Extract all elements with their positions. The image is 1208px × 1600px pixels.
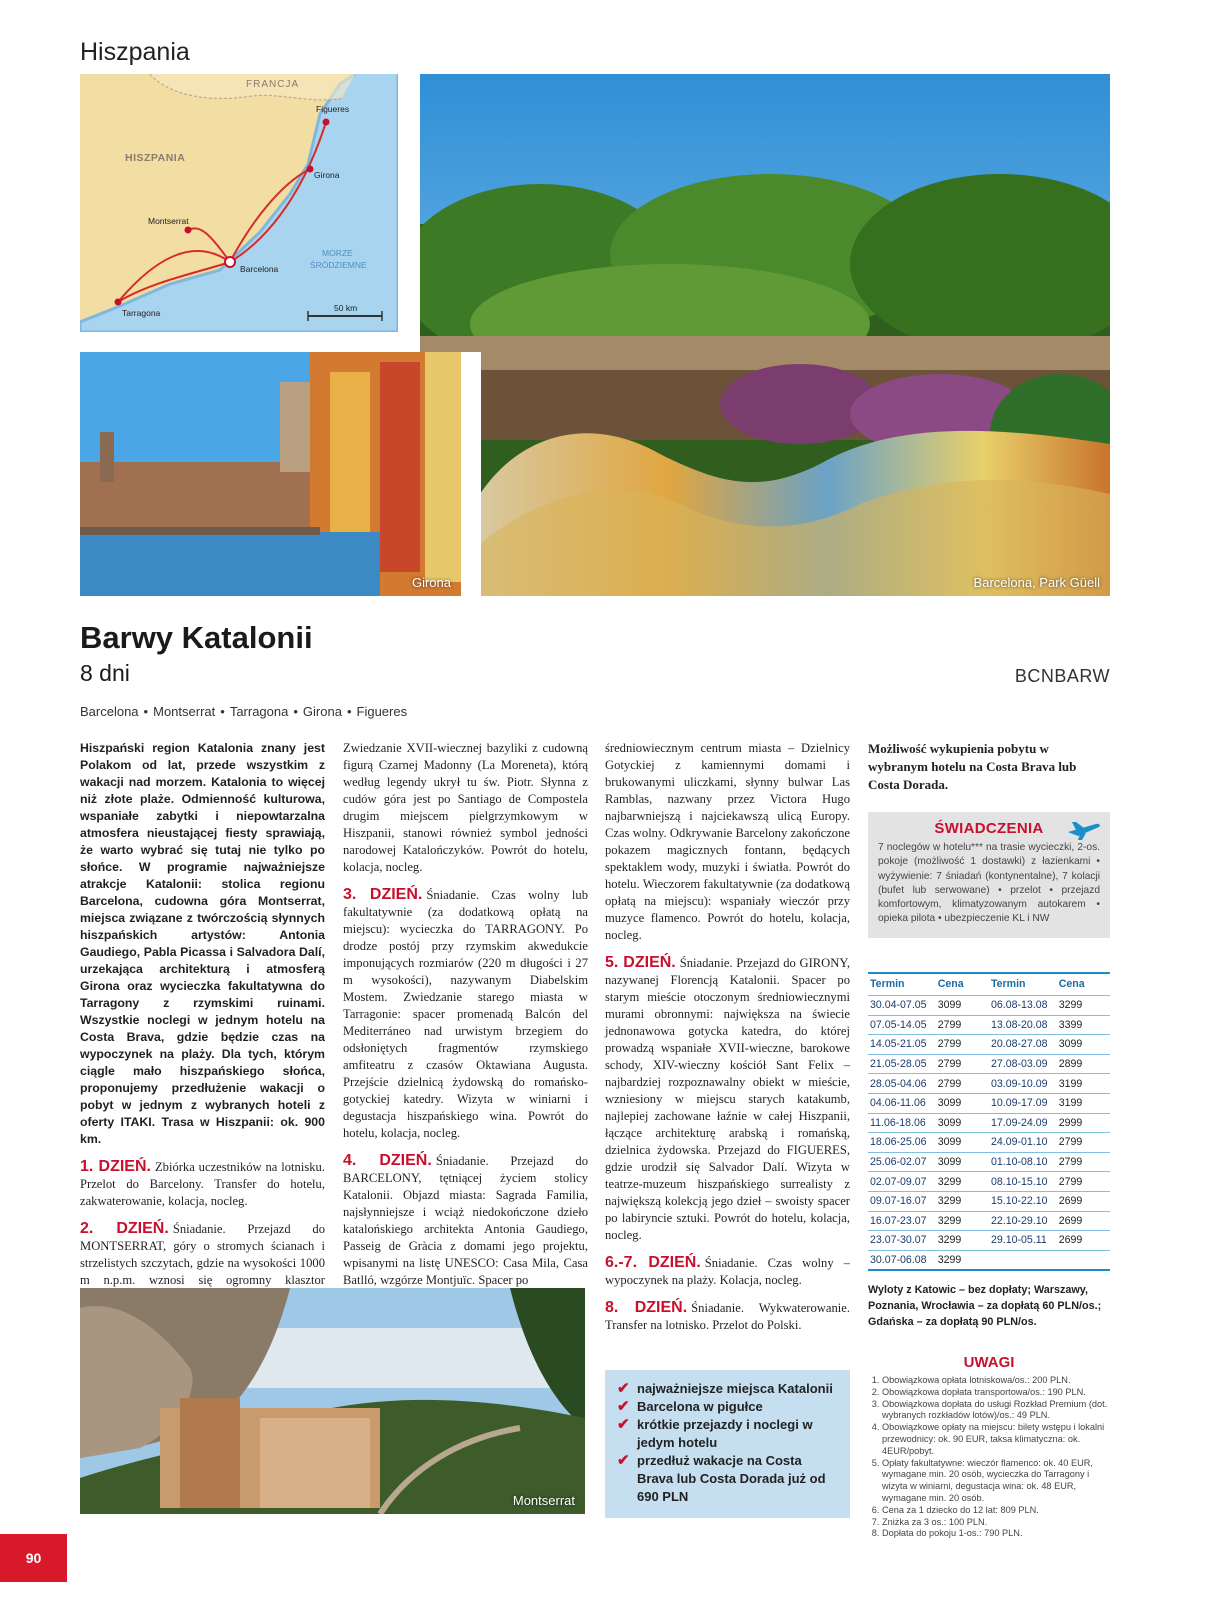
day-text: Śniadanie. Przejazd do GIRONY, nazywanej Florencją Katalonii. Spacer po starym mieście otoczonym średniowiecznymi murami obronnymi: największa na świecie jednonawowa gotycka katedra, do której prowadzą wspaniałe XVII-wieczne, barokowe schody, XIV-wieczny kościół Sant Felix – najbardziej rozpoznawalny obiekt w mieście, wzniesiony w miejscu starych katakumb, najlepiej zachowane łaźnie w całej Hiszpanii, łączące architekturę arabską i romańską, dzielnica żydowska. Przejazd do FIGUERES, gdzie urodził się Salvador Dalí. Wizyta w teatrze-muzeum hiszpańskiego surrealisty z największą kolekcją jego dzieł – swoisty spacer po labiryncie sztuki. Powrót do hotelu, kolacja, nocleg. bbox=[605, 956, 850, 1242]
term-cell: 25.06-02.07 bbox=[868, 1152, 936, 1172]
notes-title: UWAGI bbox=[963, 1354, 1015, 1371]
map-city-figueres: Figueres bbox=[316, 104, 350, 114]
day-text: Śniadanie. Czas wolny lub fakultatywnie (za dodatkową opłatą na miejscu): wycieczka do TARRAGONY. Po drodze postój przy rzymskim akwedukcie imponujących rozmiarów (220 m długości i 27 m wysokości), nazywanym Diabelskim Mostem. Zwiedzanie starego miasta w Tarragonie: spacer promenadą Balcón del Mediterráneo nad urwistym brzegiem do odsłoniętych fragmentów rzymskiego amfiteatru z czasów Oktawiana Augusta. Przejście dzielnicą żydowską do romańsko-gotyckiej katedry. Wizyta w winiarni i degustacja hiszpańskiego wina. Powrót do hotelu, kolacja, nocleg. bbox=[343, 888, 588, 1140]
day-8 bbox=[605, 1299, 850, 1334]
map-city-montserrat: Montserrat bbox=[148, 216, 189, 226]
price-cell: 2899 bbox=[1057, 1054, 1110, 1074]
table-row bbox=[868, 1250, 1110, 1270]
day-label: 4. DZIEŃ. bbox=[343, 1152, 432, 1169]
table-row bbox=[868, 1172, 1110, 1192]
price-cell: 3099 bbox=[1057, 1035, 1110, 1055]
term-cell: 29.10-05.11 bbox=[989, 1231, 1057, 1251]
map-city-tarragona: Tarragona bbox=[122, 308, 161, 318]
day-label: 8. DZIEŃ. bbox=[605, 1299, 688, 1316]
table-row bbox=[868, 1191, 1110, 1211]
term-cell: 01.10-08.10 bbox=[989, 1152, 1057, 1172]
day-3 bbox=[343, 886, 588, 1142]
term-cell: 06.08-13.08 bbox=[989, 996, 1057, 1016]
note-item: 5. Opłaty fakultatywne: wieczór flamenco: ok. 40 EUR, wymagane min. 20 osób, wycieczka do Tarragony i wizyta w winiarni, degustacja wina: ok. 48 EUR, wymagane min. 20 osób. bbox=[882, 1458, 1110, 1505]
term-cell: 30.04-07.05 bbox=[868, 996, 936, 1016]
trip-duration: 8 dni bbox=[80, 660, 130, 686]
term-cell: 20.08-27.08 bbox=[989, 1035, 1057, 1055]
day-1 bbox=[80, 1158, 325, 1210]
term-cell: 02.07-09.07 bbox=[868, 1172, 936, 1192]
text-column-1 bbox=[80, 740, 325, 1316]
day-text: Śniadanie. Przejazd do MONTSERRAT, góry o stromych ścianach i strzelistych szczytach, gdzie na wysokości 1000 m n.p.m. wznosi się ogromny klasztor bbox=[80, 1222, 326, 1287]
day-4-continued bbox=[605, 740, 850, 944]
note-item: 7. Zniżka za 3 os.: 100 PLN. bbox=[882, 1517, 1110, 1529]
route-stop: Barcelona bbox=[80, 704, 139, 719]
note-item: 2. Obowiązkowa dopłata transportowa/os.: 190 PLN. bbox=[882, 1387, 1110, 1399]
benefits-text: 7 noclegów w hotelu*** na trasie wycieczki, 2-os. pokoje (możliwość 1 dostawki) z łazienkami • wyżywienie: 7 śniadań (kontynentalne), 7 kolacji (bufet lub serwowane) • przelot • przejazd komfortowym, klimatyzowanym autokarem • opieka pilota • ubezpieczenie KL i NW bbox=[878, 842, 1100, 925]
price-cell: 2799 bbox=[936, 1074, 989, 1094]
map-label-spain: HISZPANIA bbox=[125, 152, 186, 164]
highlight-item: ✔ krótkie przejazdy i noclegi w jedym hotelu bbox=[617, 1416, 813, 1450]
column-header: Cena bbox=[937, 978, 964, 990]
term-cell: 08.10-15.10 bbox=[989, 1172, 1057, 1192]
day-label: 1. DZIEŃ. bbox=[80, 1158, 151, 1175]
trip-title: Barwy Katalonii bbox=[80, 620, 313, 655]
airplane-icon bbox=[1066, 818, 1102, 842]
price-cell: 2699 bbox=[1057, 1231, 1110, 1251]
note-item: 3. Obowiązkowa dopłata do usługi Rozkład Premium (dot. wybranych rozkładów lotów)/os.: 49 PLN. bbox=[882, 1399, 1110, 1423]
column-header: Cena bbox=[1058, 978, 1085, 990]
route-stop: Figueres bbox=[356, 704, 408, 719]
price-table bbox=[868, 972, 1110, 1271]
term-cell: 07.05-14.05 bbox=[868, 1015, 936, 1035]
note-item: 8. Dopłata do pokoju 1-os.: 790 PLN. bbox=[882, 1528, 1110, 1540]
price-cell: 3299 bbox=[936, 1231, 989, 1251]
day-label: 3. DZIEŃ. bbox=[343, 886, 423, 903]
term-cell: 18.06-25.06 bbox=[868, 1133, 936, 1153]
text-column-3 bbox=[605, 740, 850, 1344]
column-header: Termin bbox=[990, 978, 1026, 990]
table-row bbox=[868, 1231, 1110, 1251]
day-text: Zbiórka uczestników na lotnisku. Przelot do Barcelony. Transfer do hotelu, zakwaterowanie, kolacja, nocleg. bbox=[80, 1160, 325, 1208]
map-city-barcelona: Barcelona bbox=[240, 264, 279, 274]
check-icon: ✔ bbox=[617, 1380, 630, 1397]
note-item: 6. Cena za 1 dziecko do 12 lat: 809 PLN. bbox=[882, 1505, 1110, 1517]
benefits-box bbox=[868, 812, 1110, 938]
price-cell: 2799 bbox=[1057, 1152, 1110, 1172]
price-cell: 3099 bbox=[936, 1113, 989, 1133]
trip-route bbox=[80, 704, 407, 719]
price-cell: 2799 bbox=[1057, 1172, 1110, 1192]
term-cell: 09.07-16.07 bbox=[868, 1191, 936, 1211]
price-cell: 3399 bbox=[1057, 1015, 1110, 1035]
term-cell: 13.08-20.08 bbox=[989, 1015, 1057, 1035]
notes-list bbox=[868, 1375, 1110, 1540]
term-cell: 21.05-28.05 bbox=[868, 1054, 936, 1074]
price-cell: 3099 bbox=[936, 1093, 989, 1113]
day-text: średniowiecznym centrum miasta – Dzielnicy Gotyckiej z kamiennymi domami i brukowanymi uliczkami, słynny bulwar Las Ramblas, nazwany przez Victora Hugo najbarwniejszą i najciekawszą ulicą Europy. Czas wolny. Odkrywanie Barcelony zakończone pokazem magicznych fontann, będących spektaklem wody, muzyki i światła. Powrót do hotelu. Wieczorem fakultatywnie (za dodatkową opłatą na miejscu): wspaniały wieczór przy muzyce flamenco. Powrót do hotelu, kolacja, nocleg. bbox=[605, 741, 850, 942]
route-separator: • bbox=[293, 704, 298, 719]
term-cell: 04.06-11.06 bbox=[868, 1093, 936, 1113]
day-label: 5. DZIEŃ. bbox=[605, 954, 676, 971]
price-cell: 2799 bbox=[936, 1015, 989, 1035]
hotel-extension-note: Możliwość wykupienia pobytu w wybranym hotelu na Costa Brava lub Costa Dorada. bbox=[868, 741, 1077, 792]
day-5 bbox=[605, 954, 850, 1244]
route-stop: Tarragona bbox=[229, 704, 289, 719]
table-row bbox=[868, 1152, 1110, 1172]
price-cell: 3199 bbox=[1057, 1074, 1110, 1094]
map-label-sea-1: MORZE bbox=[322, 248, 353, 258]
day-text: Śniadanie. Przejazd do BARCELONY, tętniącej życiem stolicy Katalonii. Objazd miasta: Sagrada Familia, najsłynniejsze i wciąż niedokończone dzieło katalońskiego architekta Antonia Gaudiego, Passeig de Gràcia z domami jego projektu, wpisanymi na listę UNESCO: Casa Mila, Casa Batlló, wzgórze Montjuïc. Spacer po bbox=[343, 1154, 589, 1287]
price-cell: 3299 bbox=[936, 1250, 989, 1270]
table-row bbox=[868, 1054, 1110, 1074]
photo-caption-girona: Girona bbox=[411, 575, 451, 590]
photo-montserrat bbox=[80, 1288, 585, 1514]
price-cell: 3299 bbox=[936, 1211, 989, 1231]
note-item: 4. Obowiązkowe opłaty na miejscu: bilety wstępu i lokalni przewodnicy: ok. 90 EUR, taksa klimatyczna: ok. 4EUR/pobyt. bbox=[882, 1422, 1110, 1457]
term-cell: 15.10-22.10 bbox=[989, 1191, 1057, 1211]
map-scale-label: 50 km bbox=[334, 303, 358, 313]
price-cell: 3099 bbox=[936, 996, 989, 1016]
map-label-france: FRANCJA bbox=[246, 79, 300, 90]
price-cell: 2999 bbox=[1057, 1113, 1110, 1133]
photo-girona bbox=[80, 352, 481, 596]
term-cell: 14.05-21.05 bbox=[868, 1035, 936, 1055]
day-label: 6.-7. DZIEŃ. bbox=[605, 1254, 701, 1271]
table-row bbox=[868, 1074, 1110, 1094]
highlight-item: ✔ najważniejsze miejsca Katalonii bbox=[617, 1380, 833, 1397]
highlight-item: ✔ przedłuż wakacje na Costa Brava lub Costa Dorada już od 690 PLN bbox=[617, 1452, 826, 1504]
day-text: Śniadanie. Czas wolny – wypoczynek na plaży. Kolacja, nocleg. bbox=[605, 1256, 850, 1287]
highlights-box bbox=[605, 1370, 850, 1518]
price-table-header bbox=[868, 974, 1110, 996]
day-text: Zwiedzanie XVII-wiecznej bazyliki z cudowną figurą Czarnej Madonny (La Moreneta), którą według legendy ukrył tu św. Piotr. Słynna z cudów góra jest po Santiago de Compostela drugim miejscem pielgrzymkowym w Hiszpanii, stanowi również symbol jedności narodowej Katalończyków. Powrót do hotelu, kolacja, nocleg. bbox=[343, 741, 588, 874]
table-row bbox=[868, 1035, 1110, 1055]
price-cell: 2799 bbox=[1057, 1133, 1110, 1153]
table-row bbox=[868, 1093, 1110, 1113]
map-city-girona: Girona bbox=[314, 170, 340, 180]
price-cell: 2799 bbox=[936, 1035, 989, 1055]
term-cell: 24.09-01.10 bbox=[989, 1133, 1057, 1153]
text-column-2 bbox=[343, 740, 588, 1299]
photo-caption-montserrat: Montserrat bbox=[512, 1493, 575, 1508]
check-icon: ✔ bbox=[617, 1398, 630, 1415]
photo-park-guell bbox=[420, 74, 1110, 596]
price-cell: 3099 bbox=[936, 1133, 989, 1153]
term-cell: 03.09-10.09 bbox=[989, 1074, 1057, 1094]
intro-paragraph: Hiszpański region Katalonia znany jest Polakom od lat, przede wszystkim z wakacji nad morzem. Katalonia to więcej niż złote plaże. Odmienność kulturowa, wspaniałe zabytki i niepowtarzalna atmosfera nieustającej fiesty sprawiają, że warto wybrać się tutaj nie tylko po słońce. W programie najważniejsze atrakcje Katalonii: stolica regionu Barcelona, cudowna góra Montserrat, miejsca związane z twórczością słynnych hiszpańskich artystów: Antonia Gaudiego, Pabla Picassa i Salvadora Dalí, urzekająca architekturą i atmosferą Girona oraz wycieczka fakultatywna do Tarragony z rzymskimi ruinami. Wszystkie noclegi w jednym hotelu na Costa Brava, gdzie będzie czas na wypoczynek na plaży. Dla tych, którym ciągle mało hiszpańskiego słońca, proponujemy przedłużenie wakacji o pobyt w jednym z wybranych hoteli z oferty ITAKI. Trasa w Hiszpanii: ok. 900 km. bbox=[80, 741, 325, 1146]
note-item: 1. Obowiązkowa opłata lotniskowa/os.: 200 PLN. bbox=[882, 1375, 1110, 1387]
price-cell: 3299 bbox=[1057, 996, 1110, 1016]
term-cell: 22.10-29.10 bbox=[989, 1211, 1057, 1231]
check-icon: ✔ bbox=[617, 1416, 630, 1433]
region-title: Hiszpania bbox=[80, 38, 190, 66]
highlight-item: ✔ Barcelona w pigułce bbox=[617, 1398, 763, 1415]
price-cell bbox=[1057, 1250, 1110, 1270]
column-header: Termin bbox=[870, 978, 905, 990]
route-separator: • bbox=[143, 704, 149, 719]
check-icon: ✔ bbox=[617, 1452, 630, 1469]
table-row bbox=[868, 1211, 1110, 1231]
price-cell: 3199 bbox=[1057, 1093, 1110, 1113]
term-cell bbox=[989, 1250, 1057, 1270]
route-stop: Montserrat bbox=[153, 704, 216, 719]
table-row bbox=[868, 1113, 1110, 1133]
day-6-7 bbox=[605, 1254, 850, 1289]
term-cell: 16.07-23.07 bbox=[868, 1211, 936, 1231]
table-row bbox=[868, 1133, 1110, 1153]
term-cell: 10.09-17.09 bbox=[989, 1093, 1057, 1113]
table-row bbox=[868, 996, 1110, 1016]
price-cell: 2799 bbox=[936, 1054, 989, 1074]
photo-caption-park-guell: Barcelona, Park Güell bbox=[973, 575, 1100, 590]
day-label: 2. DZIEŃ. bbox=[80, 1220, 169, 1237]
route-stop: Girona bbox=[302, 704, 342, 719]
route-separator: • bbox=[220, 704, 225, 719]
route-map bbox=[80, 74, 398, 332]
price-cell: 2699 bbox=[1057, 1211, 1110, 1231]
route-separator: • bbox=[346, 704, 352, 719]
day-text: Śniadanie. Wykwaterowanie. Transfer na lotnisko. Przelot do Polski. bbox=[605, 1301, 851, 1332]
departures-note: Wyloty z Katowic – bez dopłaty; Warszawy, Poznania, Wrocławia – za dopłatą 60 PLN/os.; Gdańska – za dopłatą 90 PLN/os. bbox=[868, 1284, 1102, 1328]
price-cell: 3099 bbox=[936, 1152, 989, 1172]
term-cell: 30.07-06.08 bbox=[868, 1250, 936, 1270]
price-cell: 3299 bbox=[936, 1172, 989, 1192]
trip-code: BCNBARW bbox=[1014, 666, 1110, 686]
page-number: 90 bbox=[0, 1534, 67, 1582]
benefits-title: ŚWIADCZENIA bbox=[934, 820, 1044, 837]
day-2-continued bbox=[343, 740, 588, 876]
table-row bbox=[868, 1015, 1110, 1035]
day-4 bbox=[343, 1152, 588, 1289]
price-cell: 2699 bbox=[1057, 1191, 1110, 1211]
term-cell: 27.08-03.09 bbox=[989, 1054, 1057, 1074]
term-cell: 17.09-24.09 bbox=[989, 1113, 1057, 1133]
term-cell: 23.07-30.07 bbox=[868, 1231, 936, 1251]
term-cell: 11.06-18.06 bbox=[868, 1113, 936, 1133]
price-cell: 3299 bbox=[936, 1191, 989, 1211]
map-label-sea-2: ŚRÓDZIEMNE bbox=[310, 260, 367, 270]
term-cell: 28.05-04.06 bbox=[868, 1074, 936, 1094]
